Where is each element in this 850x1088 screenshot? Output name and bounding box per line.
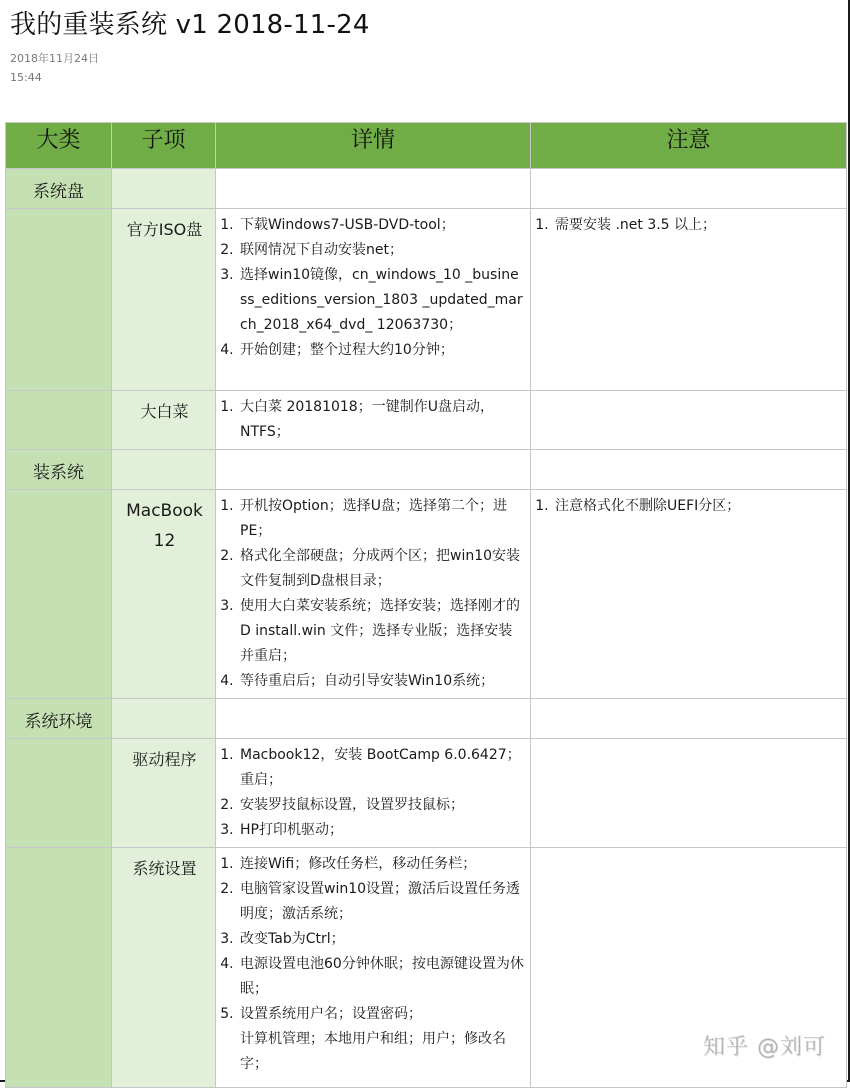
details-list: [216, 848, 530, 1081]
list-item: 4. 等待重启后；自动引导安装Win10系统；: [238, 669, 524, 694]
category-cell: [6, 209, 112, 391]
list-item: 1. 连接Wifi；修改任务栏，移动任务栏；: [238, 852, 524, 877]
page-meta: [10, 49, 99, 87]
list-item: 4. 开始创建；整个过程大约10分钟；: [238, 338, 524, 363]
table-row: [6, 391, 847, 450]
reinstall-table: [5, 122, 847, 1088]
notes-cell: [531, 450, 847, 490]
header-category: 大类: [6, 123, 112, 169]
page-title: 我的重装系统 v1 2018-11-24: [10, 10, 370, 40]
subitem-cell: MacBook 12: [126, 501, 203, 551]
notes-list: [531, 209, 846, 242]
list-item: 2. 安装罗技鼠标设置，设置罗技鼠标；: [238, 793, 524, 818]
list-item: 3. 使用大白菜安装系统；选择安装；选择刚才的D install.win 文件；选择专业版；选择安装并重启；: [238, 594, 524, 669]
category-cell: 装系统: [33, 463, 84, 483]
list-item: 1. 大白菜 20181018；一键制作U盘启动，NTFS；: [238, 395, 524, 445]
header-subitem: 子项: [112, 123, 216, 169]
notes-list: [531, 490, 846, 523]
list-item: 3. 选择win10镜像，cn_windows_10 _business_editions_version_1803 _updated_march_2018_x64_dvd_ 12063730；: [238, 263, 524, 338]
category-cell: 系统盘: [33, 182, 84, 202]
subitem-cell: [112, 450, 216, 490]
list-item: 1. 下载Windows7-USB-DVD-tool；: [238, 213, 524, 238]
details-cell: [216, 699, 531, 739]
details-cell: [216, 450, 531, 490]
details-list: [216, 490, 530, 698]
list-item: 2. 格式化全部硬盘；分成两个区；把win10安装文件复制到D盘根目录；: [238, 544, 524, 594]
notes-cell: [531, 169, 847, 209]
subitem-cell: 大白菜: [140, 402, 189, 421]
table-row: [6, 699, 847, 739]
details-list: [216, 391, 530, 449]
notes-cell: [531, 391, 847, 450]
category-cell: [6, 848, 112, 1088]
category-cell: [6, 490, 112, 699]
list-item: 5. 设置系统用户名；设置密码； 计算机管理；本地用户和组；用户；修改名字；: [238, 1002, 524, 1077]
category-cell: [6, 391, 112, 450]
list-item: 4. 电源设置电池60分钟休眠；按电源键设置为休眠；: [238, 952, 524, 1002]
header-row: [6, 123, 847, 169]
subitem-cell: [112, 699, 216, 739]
list-item: 2. 电脑管家设置win10设置；激活后设置任务透明度；激活系统；: [238, 877, 524, 927]
table-row: [6, 209, 847, 391]
zhihu-watermark: 知乎 @刘可: [703, 1035, 826, 1060]
list-item-continuation: 计算机管理；本地用户和组；用户；修改名字；: [240, 1031, 506, 1072]
category-cell: [6, 739, 112, 848]
table-row: [6, 169, 847, 209]
list-item: 1. 需要安装 .net 3.5 以上；: [553, 213, 840, 238]
table-row: [6, 490, 847, 699]
details-list: [216, 739, 530, 847]
list-item: 1. 注意格式化不删除UEFI分区；: [553, 494, 840, 519]
list-item: 1. 开机按Option；选择U盘；选择第二个；进PE；: [238, 494, 524, 544]
notes-cell: [531, 739, 847, 848]
table-row: [6, 450, 847, 490]
notes-cell: [531, 699, 847, 739]
list-item: 1. Macbook12，安装 BootCamp 6.0.6427；重启；: [238, 743, 524, 793]
created-time: 15:44: [10, 71, 42, 84]
list-item: 3. 改变Tab为Ctrl；: [238, 927, 524, 952]
list-item: 2. 联网情况下自动安装net；: [238, 238, 524, 263]
header-details: 详情: [216, 123, 531, 169]
subitem-cell: 官方ISO盘: [126, 220, 203, 239]
details-cell: [216, 169, 531, 209]
details-list: [216, 209, 530, 367]
subitem-cell: 驱动程序: [132, 750, 197, 769]
subitem-cell: 系统设置: [132, 859, 197, 878]
header-notes: 注意: [531, 123, 847, 169]
list-item: 3. HP打印机驱动；: [238, 818, 524, 843]
table-row: [6, 739, 847, 848]
created-date: 2018年11月24日: [10, 52, 99, 65]
category-cell: 系统环境: [24, 712, 93, 732]
subitem-cell: [112, 169, 216, 209]
